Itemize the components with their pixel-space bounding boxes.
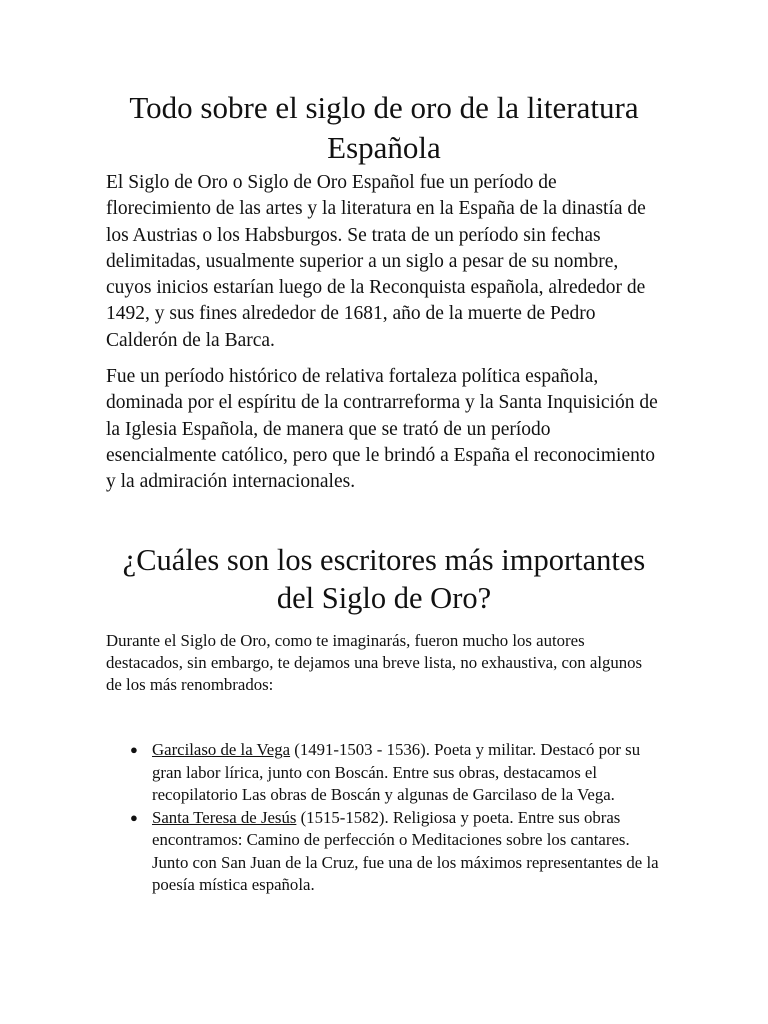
document-title: Todo sobre el siglo de oro de la literatura Española: [129, 90, 639, 165]
authors-list: [106, 739, 662, 897]
paragraph-periodo-historico: Fue un período histórico de relativa fortaleza política española, dominada por el espíritu de la contrarreforma y la Santa Inquisición de la Iglesia Española, de manera que se trató de un período esencialmente católico, pero que le brindó a España el reconocimiento y la admiración internacionales.: [106, 366, 658, 493]
list-item: [130, 739, 662, 807]
author-link-garcilaso[interactable]: Garcilaso de la Vega: [152, 740, 291, 760]
paragraph-siglo-de-oro: El Siglo de Oro o Siglo de Oro Español fue un período de florecimiento de las artes y la literatura en la España de la dinastía de los Austrias o los Habsburgos. Se trata de un período sin fechas delimitadas, usualmente superior a un siglo a pesar de su nombre, cuyos inicios estarían luego de la Reconquista española, alrededor de 1492, y sus fines alrededor de 1681, año de la muerte de Pedro Calderón de la Barca.: [106, 172, 646, 351]
section-heading: ¿Cuáles son los escritores más importantes del Siglo de Oro?: [122, 542, 646, 615]
author-description: (1515-1582). Religiosa y poeta. Entre sus obras encontramos: Camino de perfección o Meditaciones sobre los cantares. Junto con San Juan de la Cruz, fue una de los máximos representantes de la poesía mística española.: [152, 807, 659, 895]
bullet-icon: ●: [130, 809, 138, 825]
author-description: (1491-1503 - 1536). Poeta y militar. Destacó por su gran labor lírica, junto con Boscán. Entre sus obras, destacamos el recopilatorio Las obras de Boscán y algunas de Garcilaso de la Vega.: [152, 740, 641, 805]
list-item: [130, 807, 662, 897]
bullet-icon: ●: [130, 742, 138, 758]
section-intro: Durante el Siglo de Oro, como te imaginarás, fueron mucho los autores destacados, sin embargo, te dejamos una breve lista, no exhaustiva, con algunos de los más renombrados:: [106, 630, 643, 695]
author-link-santa-teresa[interactable]: Santa Teresa de Jesús: [152, 807, 297, 827]
